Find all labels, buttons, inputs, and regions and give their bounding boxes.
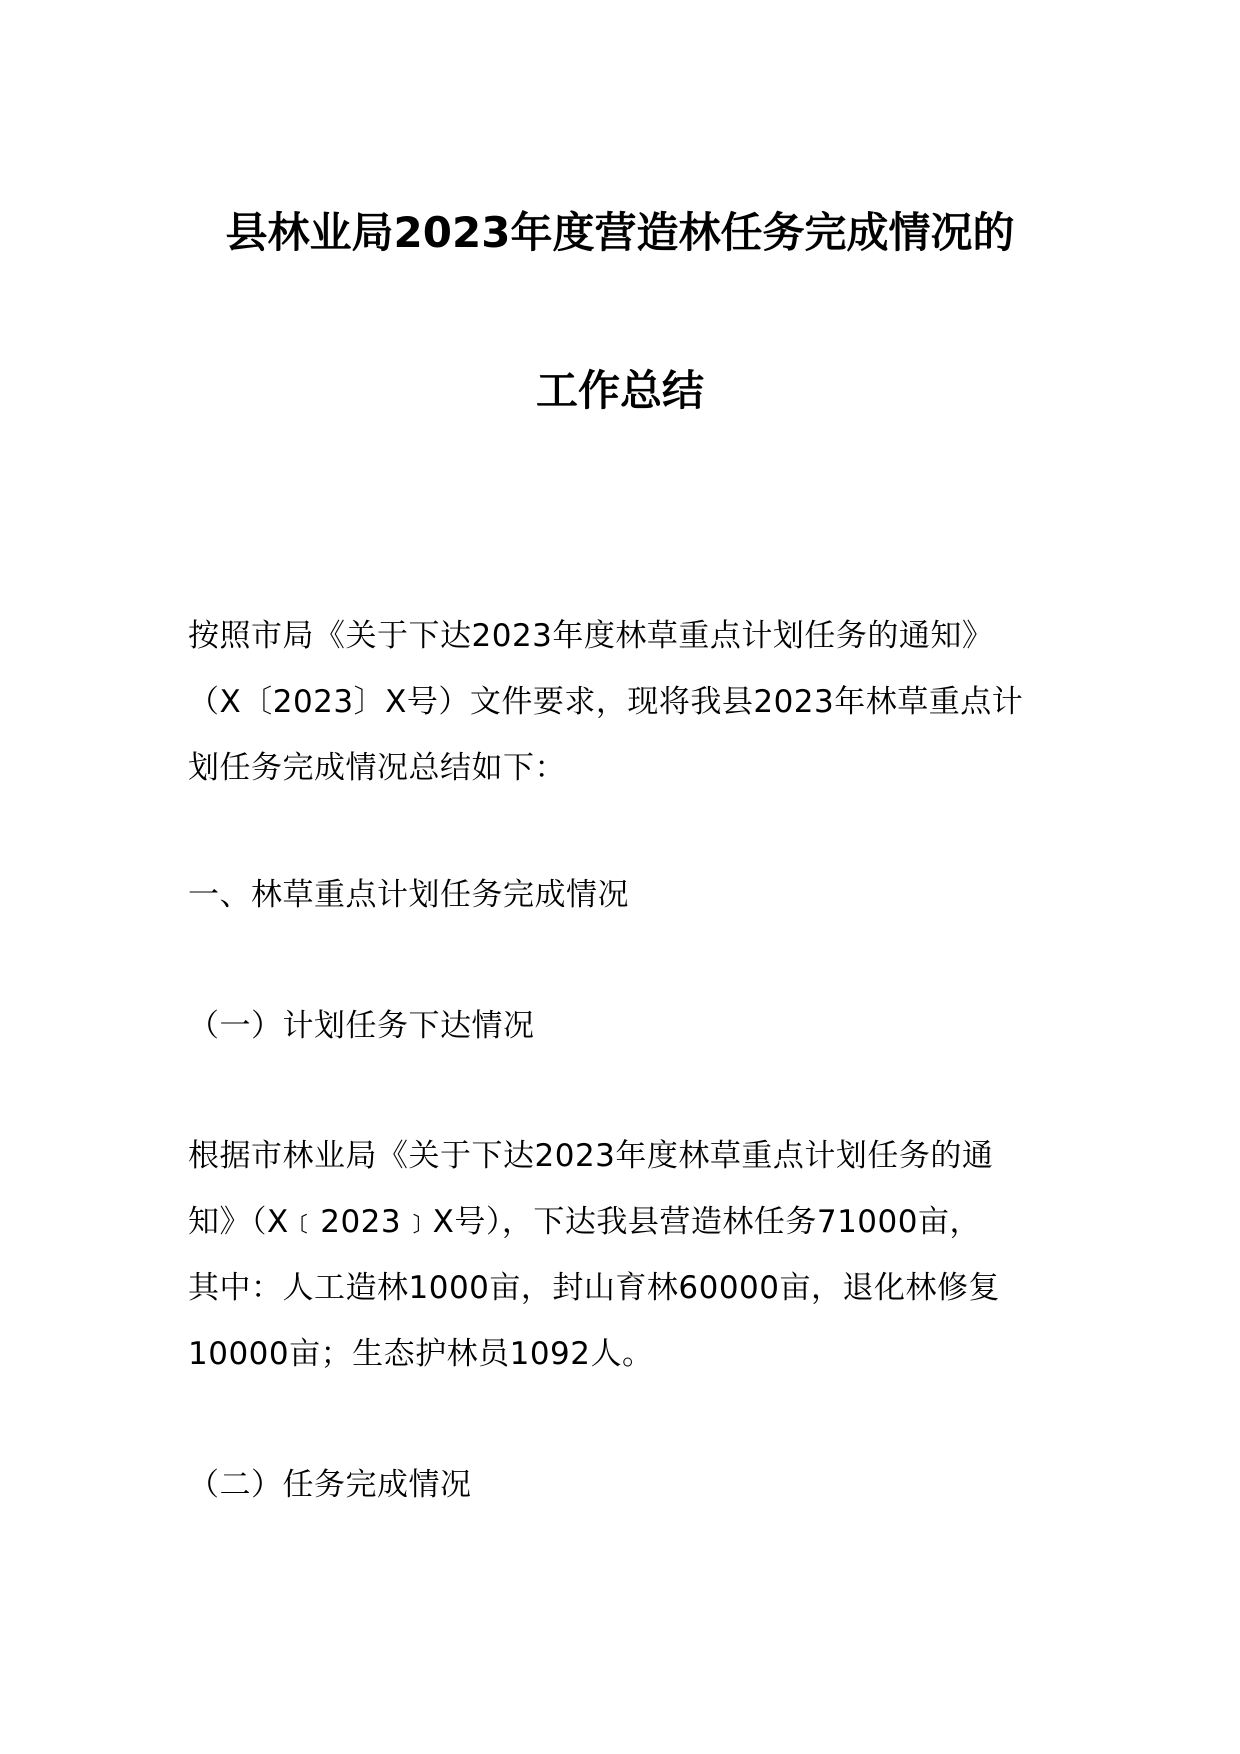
- subsection-1-heading: （一）计划任务下达情况: [188, 1008, 535, 1044]
- intro-paragraph: [188, 603, 1068, 801]
- document-title-line-2: 工作总结: [535, 366, 704, 415]
- intro-line: （X〔2023〕X号）文件要求，现将我县2023年林草重点计: [188, 684, 1024, 720]
- section-1-heading: 一、林草重点计划任务完成情况: [188, 877, 629, 913]
- subsection-1-paragraph: [188, 1123, 1068, 1387]
- subsection-2-heading: （二）任务完成情况: [188, 1467, 472, 1503]
- paragraph-line: 根据市林业局《关于下达2023年度林草重点计划任务的通: [188, 1138, 994, 1174]
- paragraph-line: 知》（X﹝2023﹞X号），下达我县营造林任务71000亩，: [188, 1204, 981, 1240]
- intro-line: 划任务完成情况总结如下：: [188, 750, 566, 786]
- document-title-line-1: 县林业局2023年度营造林任务完成情况的: [225, 208, 1015, 257]
- intro-line: 按照市局《关于下达2023年度林草重点计划任务的通知》: [188, 618, 994, 654]
- paragraph-line: 其中：人工造林1000亩，封山育林60000亩，退化林修复: [188, 1270, 1001, 1306]
- paragraph-line: 10000亩；生态护林员1092人。: [188, 1336, 654, 1372]
